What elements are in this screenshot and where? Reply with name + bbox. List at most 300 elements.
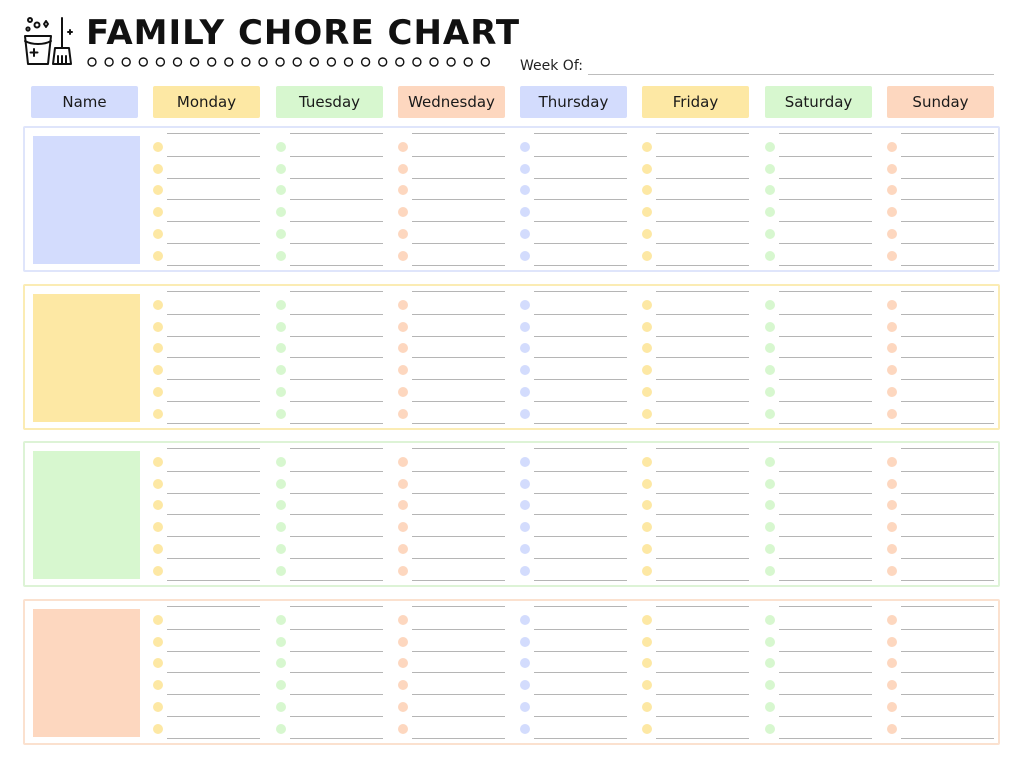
task-entry-line[interactable] <box>901 401 994 402</box>
task-entry-line[interactable] <box>901 580 994 581</box>
task-entry-line[interactable] <box>290 243 383 244</box>
task-entry-line[interactable] <box>901 221 994 222</box>
task-checkbox[interactable] <box>887 365 897 375</box>
task-checkbox[interactable] <box>765 229 775 239</box>
task-checkbox[interactable] <box>276 457 286 467</box>
task-entry-line[interactable] <box>534 558 627 559</box>
task-checkbox[interactable] <box>153 637 163 647</box>
task-entry-line[interactable] <box>656 738 749 739</box>
task-checkbox[interactable] <box>887 479 897 489</box>
task-checkbox[interactable] <box>153 615 163 625</box>
task-checkbox[interactable] <box>765 164 775 174</box>
task-entry-line[interactable] <box>656 558 749 559</box>
task-checkbox[interactable] <box>642 615 652 625</box>
task-entry-line[interactable] <box>412 243 505 244</box>
task-checkbox[interactable] <box>765 522 775 532</box>
task-checkbox[interactable] <box>153 702 163 712</box>
task-checkbox[interactable] <box>276 387 286 397</box>
task-checkbox[interactable] <box>276 229 286 239</box>
task-checkbox[interactable] <box>887 544 897 554</box>
task-entry-line[interactable] <box>290 199 383 200</box>
task-checkbox[interactable] <box>520 365 530 375</box>
task-checkbox[interactable] <box>276 164 286 174</box>
task-entry-line[interactable] <box>534 243 627 244</box>
task-checkbox[interactable] <box>642 164 652 174</box>
task-entry-line[interactable] <box>167 738 260 739</box>
task-entry-line[interactable] <box>534 536 627 537</box>
task-checkbox[interactable] <box>398 702 408 712</box>
task-checkbox[interactable] <box>520 251 530 261</box>
task-checkbox[interactable] <box>520 164 530 174</box>
task-checkbox[interactable] <box>520 702 530 712</box>
task-entry-line[interactable] <box>412 536 505 537</box>
task-checkbox[interactable] <box>520 387 530 397</box>
task-entry-line[interactable] <box>901 243 994 244</box>
task-entry-line[interactable] <box>167 423 260 424</box>
task-checkbox[interactable] <box>642 300 652 310</box>
task-entry-line[interactable] <box>901 357 994 358</box>
task-entry-line[interactable] <box>901 493 994 494</box>
task-checkbox[interactable] <box>520 658 530 668</box>
task-entry-line[interactable] <box>656 471 749 472</box>
task-checkbox[interactable] <box>153 457 163 467</box>
task-entry-line[interactable] <box>779 221 872 222</box>
task-entry-line[interactable] <box>779 471 872 472</box>
task-entry-line[interactable] <box>534 314 627 315</box>
task-checkbox[interactable] <box>765 300 775 310</box>
task-checkbox[interactable] <box>276 702 286 712</box>
task-entry-line[interactable] <box>901 629 994 630</box>
task-entry-line[interactable] <box>901 716 994 717</box>
task-checkbox[interactable] <box>642 702 652 712</box>
task-entry-line[interactable] <box>412 401 505 402</box>
task-checkbox[interactable] <box>520 637 530 647</box>
task-entry-line[interactable] <box>290 336 383 337</box>
task-entry-line[interactable] <box>290 178 383 179</box>
task-checkbox[interactable] <box>765 365 775 375</box>
task-entry-line[interactable] <box>656 178 749 179</box>
task-entry-line[interactable] <box>656 716 749 717</box>
task-checkbox[interactable] <box>520 409 530 419</box>
task-entry-line[interactable] <box>534 357 627 358</box>
task-entry-line[interactable] <box>779 243 872 244</box>
task-checkbox[interactable] <box>887 387 897 397</box>
task-entry-line[interactable] <box>901 514 994 515</box>
task-checkbox[interactable] <box>398 164 408 174</box>
task-checkbox[interactable] <box>642 322 652 332</box>
task-entry-line[interactable] <box>290 672 383 673</box>
task-checkbox[interactable] <box>153 724 163 734</box>
task-checkbox[interactable] <box>398 658 408 668</box>
task-checkbox[interactable] <box>520 300 530 310</box>
task-checkbox[interactable] <box>765 322 775 332</box>
task-entry-line[interactable] <box>534 651 627 652</box>
task-entry-line[interactable] <box>534 694 627 695</box>
task-checkbox[interactable] <box>276 658 286 668</box>
task-entry-line[interactable] <box>412 199 505 200</box>
task-checkbox[interactable] <box>642 522 652 532</box>
task-entry-line[interactable] <box>534 401 627 402</box>
task-checkbox[interactable] <box>153 322 163 332</box>
task-entry-line[interactable] <box>167 651 260 652</box>
task-entry-line[interactable] <box>656 357 749 358</box>
task-checkbox[interactable] <box>765 343 775 353</box>
task-entry-line[interactable] <box>290 379 383 380</box>
task-checkbox[interactable] <box>520 680 530 690</box>
task-checkbox[interactable] <box>887 300 897 310</box>
task-checkbox[interactable] <box>887 142 897 152</box>
task-entry-line[interactable] <box>779 156 872 157</box>
task-checkbox[interactable] <box>276 185 286 195</box>
task-entry-line[interactable] <box>412 336 505 337</box>
task-checkbox[interactable] <box>887 702 897 712</box>
task-entry-line[interactable] <box>412 357 505 358</box>
week-of-field[interactable] <box>588 74 994 75</box>
task-entry-line[interactable] <box>656 423 749 424</box>
task-entry-line[interactable] <box>290 471 383 472</box>
task-entry-line[interactable] <box>412 580 505 581</box>
task-entry-line[interactable] <box>290 514 383 515</box>
task-checkbox[interactable] <box>398 229 408 239</box>
task-checkbox[interactable] <box>153 522 163 532</box>
task-checkbox[interactable] <box>887 724 897 734</box>
task-entry-line[interactable] <box>656 265 749 266</box>
task-entry-line[interactable] <box>167 629 260 630</box>
task-checkbox[interactable] <box>153 365 163 375</box>
task-entry-line[interactable] <box>167 156 260 157</box>
task-entry-line[interactable] <box>412 178 505 179</box>
task-checkbox[interactable] <box>887 409 897 419</box>
task-checkbox[interactable] <box>887 500 897 510</box>
task-entry-line[interactable] <box>779 558 872 559</box>
task-checkbox[interactable] <box>153 343 163 353</box>
task-checkbox[interactable] <box>276 724 286 734</box>
task-checkbox[interactable] <box>276 365 286 375</box>
task-entry-line[interactable] <box>167 314 260 315</box>
task-checkbox[interactable] <box>765 544 775 554</box>
task-checkbox[interactable] <box>642 680 652 690</box>
task-entry-line[interactable] <box>656 514 749 515</box>
task-entry-line[interactable] <box>167 199 260 200</box>
task-entry-line[interactable] <box>290 629 383 630</box>
task-entry-line[interactable] <box>167 379 260 380</box>
task-checkbox[interactable] <box>520 142 530 152</box>
task-checkbox[interactable] <box>887 522 897 532</box>
task-checkbox[interactable] <box>765 251 775 261</box>
task-checkbox[interactable] <box>276 207 286 217</box>
task-entry-line[interactable] <box>412 221 505 222</box>
task-checkbox[interactable] <box>398 409 408 419</box>
task-checkbox[interactable] <box>398 566 408 576</box>
task-checkbox[interactable] <box>398 142 408 152</box>
task-checkbox[interactable] <box>153 207 163 217</box>
task-checkbox[interactable] <box>642 207 652 217</box>
task-entry-line[interactable] <box>901 156 994 157</box>
task-checkbox[interactable] <box>398 544 408 554</box>
task-entry-line[interactable] <box>534 178 627 179</box>
task-entry-line[interactable] <box>412 314 505 315</box>
task-entry-line[interactable] <box>167 514 260 515</box>
task-checkbox[interactable] <box>765 207 775 217</box>
task-checkbox[interactable] <box>642 387 652 397</box>
task-entry-line[interactable] <box>167 536 260 537</box>
task-entry-line[interactable] <box>779 694 872 695</box>
task-entry-line[interactable] <box>779 357 872 358</box>
task-entry-line[interactable] <box>290 221 383 222</box>
task-checkbox[interactable] <box>642 566 652 576</box>
task-checkbox[interactable] <box>398 500 408 510</box>
task-entry-line[interactable] <box>412 156 505 157</box>
task-entry-line[interactable] <box>412 694 505 695</box>
task-entry-line[interactable] <box>901 651 994 652</box>
task-checkbox[interactable] <box>520 566 530 576</box>
task-checkbox[interactable] <box>887 637 897 647</box>
task-checkbox[interactable] <box>642 185 652 195</box>
task-checkbox[interactable] <box>520 544 530 554</box>
task-entry-line[interactable] <box>534 738 627 739</box>
task-entry-line[interactable] <box>167 265 260 266</box>
task-checkbox[interactable] <box>398 322 408 332</box>
task-entry-line[interactable] <box>779 336 872 337</box>
task-checkbox[interactable] <box>398 251 408 261</box>
task-checkbox[interactable] <box>765 680 775 690</box>
task-checkbox[interactable] <box>153 566 163 576</box>
task-checkbox[interactable] <box>153 658 163 668</box>
task-checkbox[interactable] <box>520 229 530 239</box>
task-entry-line[interactable] <box>167 672 260 673</box>
task-checkbox[interactable] <box>642 365 652 375</box>
task-checkbox[interactable] <box>642 479 652 489</box>
task-checkbox[interactable] <box>765 500 775 510</box>
task-checkbox[interactable] <box>642 658 652 668</box>
task-entry-line[interactable] <box>779 536 872 537</box>
task-checkbox[interactable] <box>153 680 163 690</box>
task-checkbox[interactable] <box>765 724 775 734</box>
task-checkbox[interactable] <box>642 251 652 261</box>
task-entry-line[interactable] <box>779 672 872 673</box>
task-entry-line[interactable] <box>901 471 994 472</box>
task-entry-line[interactable] <box>290 738 383 739</box>
task-entry-line[interactable] <box>901 423 994 424</box>
task-checkbox[interactable] <box>276 500 286 510</box>
task-entry-line[interactable] <box>412 493 505 494</box>
task-checkbox[interactable] <box>398 680 408 690</box>
task-checkbox[interactable] <box>398 479 408 489</box>
task-entry-line[interactable] <box>656 580 749 581</box>
task-checkbox[interactable] <box>642 724 652 734</box>
task-checkbox[interactable] <box>887 457 897 467</box>
task-checkbox[interactable] <box>642 343 652 353</box>
task-entry-line[interactable] <box>779 514 872 515</box>
task-checkbox[interactable] <box>398 522 408 532</box>
task-checkbox[interactable] <box>276 479 286 489</box>
task-entry-line[interactable] <box>779 651 872 652</box>
task-entry-line[interactable] <box>656 243 749 244</box>
task-entry-line[interactable] <box>656 536 749 537</box>
task-entry-line[interactable] <box>534 423 627 424</box>
task-entry-line[interactable] <box>290 694 383 695</box>
task-checkbox[interactable] <box>887 658 897 668</box>
task-entry-line[interactable] <box>167 493 260 494</box>
task-entry-line[interactable] <box>290 265 383 266</box>
task-checkbox[interactable] <box>887 185 897 195</box>
task-entry-line[interactable] <box>534 580 627 581</box>
task-entry-line[interactable] <box>412 379 505 380</box>
task-checkbox[interactable] <box>398 724 408 734</box>
task-checkbox[interactable] <box>765 566 775 576</box>
task-checkbox[interactable] <box>887 322 897 332</box>
task-checkbox[interactable] <box>642 142 652 152</box>
task-checkbox[interactable] <box>153 479 163 489</box>
task-checkbox[interactable] <box>520 343 530 353</box>
task-checkbox[interactable] <box>765 409 775 419</box>
task-entry-line[interactable] <box>167 580 260 581</box>
task-checkbox[interactable] <box>642 409 652 419</box>
task-checkbox[interactable] <box>887 680 897 690</box>
task-entry-line[interactable] <box>656 221 749 222</box>
task-entry-line[interactable] <box>779 379 872 380</box>
task-entry-line[interactable] <box>901 178 994 179</box>
task-entry-line[interactable] <box>901 314 994 315</box>
task-checkbox[interactable] <box>642 544 652 554</box>
name-field[interactable] <box>33 294 140 422</box>
task-entry-line[interactable] <box>534 221 627 222</box>
task-checkbox[interactable] <box>642 457 652 467</box>
task-entry-line[interactable] <box>534 672 627 673</box>
task-entry-line[interactable] <box>167 716 260 717</box>
task-entry-line[interactable] <box>167 243 260 244</box>
task-entry-line[interactable] <box>412 629 505 630</box>
task-entry-line[interactable] <box>901 265 994 266</box>
task-entry-line[interactable] <box>534 156 627 157</box>
task-entry-line[interactable] <box>656 199 749 200</box>
task-entry-line[interactable] <box>779 716 872 717</box>
task-entry-line[interactable] <box>290 357 383 358</box>
task-checkbox[interactable] <box>276 343 286 353</box>
task-entry-line[interactable] <box>534 629 627 630</box>
task-checkbox[interactable] <box>520 185 530 195</box>
task-entry-line[interactable] <box>534 493 627 494</box>
task-checkbox[interactable] <box>642 637 652 647</box>
task-checkbox[interactable] <box>153 229 163 239</box>
task-entry-line[interactable] <box>779 629 872 630</box>
task-entry-line[interactable] <box>779 265 872 266</box>
task-checkbox[interactable] <box>887 164 897 174</box>
task-entry-line[interactable] <box>656 379 749 380</box>
task-entry-line[interactable] <box>656 672 749 673</box>
task-checkbox[interactable] <box>520 457 530 467</box>
task-checkbox[interactable] <box>887 615 897 625</box>
task-checkbox[interactable] <box>153 300 163 310</box>
task-entry-line[interactable] <box>656 651 749 652</box>
task-entry-line[interactable] <box>412 471 505 472</box>
task-entry-line[interactable] <box>656 694 749 695</box>
task-entry-line[interactable] <box>290 558 383 559</box>
task-entry-line[interactable] <box>290 580 383 581</box>
task-entry-line[interactable] <box>534 471 627 472</box>
task-checkbox[interactable] <box>276 251 286 261</box>
name-field[interactable] <box>33 136 140 264</box>
task-checkbox[interactable] <box>887 229 897 239</box>
task-checkbox[interactable] <box>765 637 775 647</box>
task-checkbox[interactable] <box>520 522 530 532</box>
task-entry-line[interactable] <box>779 738 872 739</box>
task-checkbox[interactable] <box>642 500 652 510</box>
task-checkbox[interactable] <box>276 409 286 419</box>
task-checkbox[interactable] <box>276 522 286 532</box>
task-checkbox[interactable] <box>520 615 530 625</box>
task-checkbox[interactable] <box>520 207 530 217</box>
task-checkbox[interactable] <box>887 207 897 217</box>
task-entry-line[interactable] <box>412 738 505 739</box>
task-checkbox[interactable] <box>520 322 530 332</box>
task-entry-line[interactable] <box>901 199 994 200</box>
task-entry-line[interactable] <box>167 357 260 358</box>
task-entry-line[interactable] <box>290 156 383 157</box>
task-checkbox[interactable] <box>276 566 286 576</box>
task-entry-line[interactable] <box>656 336 749 337</box>
task-entry-line[interactable] <box>779 314 872 315</box>
task-checkbox[interactable] <box>153 185 163 195</box>
task-checkbox[interactable] <box>398 300 408 310</box>
task-entry-line[interactable] <box>901 558 994 559</box>
task-checkbox[interactable] <box>398 343 408 353</box>
task-entry-line[interactable] <box>412 514 505 515</box>
task-entry-line[interactable] <box>167 221 260 222</box>
task-checkbox[interactable] <box>153 164 163 174</box>
name-field[interactable] <box>33 451 140 579</box>
task-entry-line[interactable] <box>901 379 994 380</box>
task-entry-line[interactable] <box>901 336 994 337</box>
task-checkbox[interactable] <box>642 229 652 239</box>
task-entry-line[interactable] <box>290 423 383 424</box>
task-entry-line[interactable] <box>412 672 505 673</box>
task-checkbox[interactable] <box>153 500 163 510</box>
task-checkbox[interactable] <box>153 409 163 419</box>
task-checkbox[interactable] <box>276 544 286 554</box>
task-checkbox[interactable] <box>276 637 286 647</box>
task-entry-line[interactable] <box>779 580 872 581</box>
task-checkbox[interactable] <box>276 322 286 332</box>
task-entry-line[interactable] <box>534 514 627 515</box>
task-entry-line[interactable] <box>901 672 994 673</box>
task-entry-line[interactable] <box>534 336 627 337</box>
task-entry-line[interactable] <box>412 558 505 559</box>
task-checkbox[interactable] <box>153 142 163 152</box>
task-checkbox[interactable] <box>276 300 286 310</box>
task-entry-line[interactable] <box>412 716 505 717</box>
task-entry-line[interactable] <box>656 493 749 494</box>
task-entry-line[interactable] <box>779 401 872 402</box>
task-entry-line[interactable] <box>412 651 505 652</box>
task-entry-line[interactable] <box>779 199 872 200</box>
name-field[interactable] <box>33 609 140 737</box>
task-entry-line[interactable] <box>290 651 383 652</box>
task-checkbox[interactable] <box>398 185 408 195</box>
task-entry-line[interactable] <box>656 629 749 630</box>
task-checkbox[interactable] <box>765 142 775 152</box>
task-entry-line[interactable] <box>901 694 994 695</box>
task-entry-line[interactable] <box>412 423 505 424</box>
task-checkbox[interactable] <box>153 387 163 397</box>
task-checkbox[interactable] <box>398 457 408 467</box>
task-checkbox[interactable] <box>398 615 408 625</box>
task-entry-line[interactable] <box>656 314 749 315</box>
task-entry-line[interactable] <box>167 178 260 179</box>
task-checkbox[interactable] <box>520 479 530 489</box>
task-checkbox[interactable] <box>398 637 408 647</box>
task-checkbox[interactable] <box>765 185 775 195</box>
